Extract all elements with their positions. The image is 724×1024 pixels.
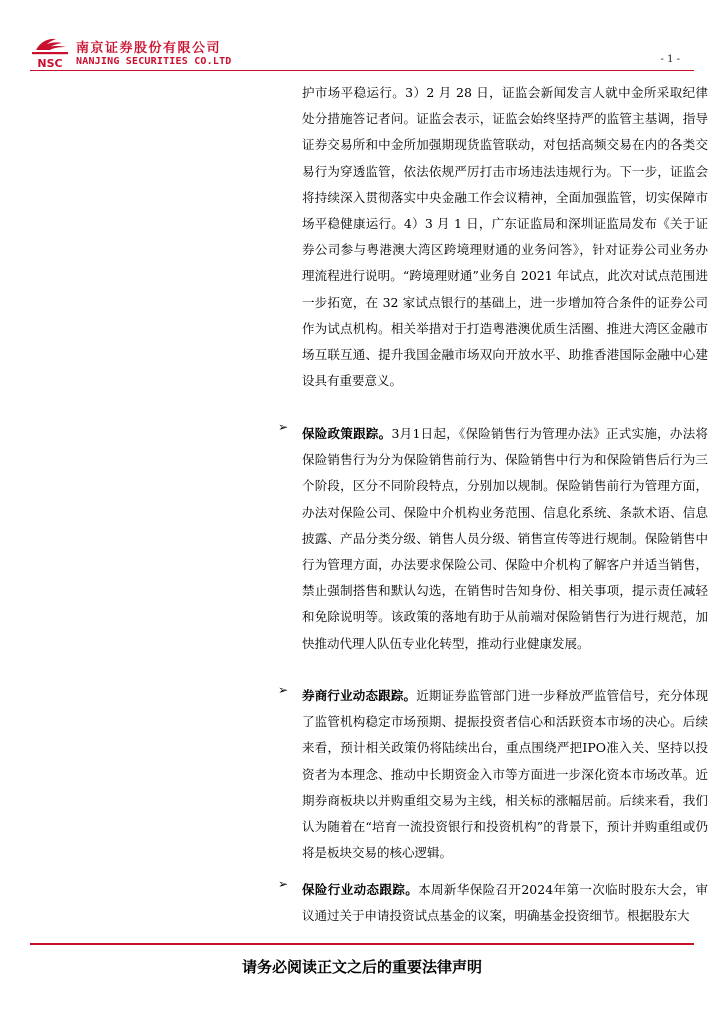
- legal-notice: 请务必阅读正文之后的重要法律声明: [241, 958, 482, 976]
- svg-text:NSC: NSC: [37, 57, 63, 70]
- bullet-arrow-icon: ➢: [278, 683, 289, 697]
- brokerage-dynamics-heading: 券商行业动态跟踪。: [302, 688, 417, 703]
- brokerage-dynamics-text: 近期证券监管部门进一步释放严监管信号，充分体现了监管机构稳定市场预期、提振投资者信心和活跃资本市场的决心。后续来看，预计相关政策仍将陆续出台，重点围绕严把IPO准入关、坚持以投资者为本理念、推动中长期资金入市等方面进一步深化资本市场改革。近期券商板块以并购重组交易为主线，相关标的涨幅居前。后续来看，我们认为随着在“培育一流投资银行和投资机构”的背景下，预计并购重组或仍将是板块交易的核心逻辑。: [302, 688, 708, 861]
- insurance-policy-text: 3月1日起，《保险销售行为管理办法》正式实施，办法将保险销售行为分为保险销售前行为、保险销售中行为和保险销售后行为三个阶段，区分不同阶段特点，分别加以规制。保险销售前行为管理方面，办法对保险公司、保险中介机构业务范围、信息化系统、条款术语、信息披露、产品分类分级、销售人员分级、销售宣传等进行规制。保险销售中行为管理方面，办法要求保险公司、保险中介机构了解客户并适当销售，禁止强制搭售和默认勾选，在销售时告知身份、相关事项，提示责任减轻和免除说明等。该政策的落地有助于从前端对保险销售行为进行规范，加快推动代理人队伍专业化转型，推动行业健康发展。: [302, 426, 708, 651]
- page-number: - 1 -: [660, 54, 680, 65]
- insurance-policy-heading: 保险政策跟踪。: [302, 426, 392, 441]
- insurance-policy-paragraph: [302, 421, 708, 657]
- company-name-en: NANJING SECURITIES CO.LTD: [76, 56, 232, 67]
- header-divider: [30, 70, 694, 71]
- insurance-dynamics-heading: 保险行业动态跟踪。: [302, 882, 419, 897]
- footer-divider: [30, 943, 694, 945]
- page-header: [0, 0, 724, 80]
- company-name-cn: 南京证券股份有限公司: [76, 41, 222, 56]
- insurance-dynamics-text: 本周新华保险召开2024年第一次临时股东大会，审议通过关于申请投资试点基金的议案，明确基金投资细节。根据股东大: [302, 882, 708, 924]
- intro-paragraph: 护市场平稳运行。3）2 月 28 日，证监会新闻发言人就中金所采取纪律处分措施答记者问。证监会表示，证监会始终坚持严的监管主基调，指导证券交易所和中金所加强期现货监管联动，对包括高频交易在内的各类交易行为穿透监管，依法依规严厉打击市场违法违规行为。下一步，证监会将持续深入贯彻落实中央金融工作会议精神，全面加强监管，切实保障市场平稳健康运行。4）3 月 1 日，广东证监局和深圳证监局发布《关于证券公司参与粤港澳大湾区跨境理财通的业务问答》，针对证券公司业务办理流程进行说明。“跨境理财通”业务自 2021 年试点，此次对试点范围进一步拓宽，在 32 家试点银行的基础上，进一步增加符合条件的证券公司作为试点机构。相关举措对于打造粤港澳优质生活圈、推进大湾区金融市场互联互通、提升我国金融市场双向开放水平、助推香港国际金融中心建设具有重要意义。: [302, 85, 708, 389]
- brokerage-dynamics-paragraph: [302, 683, 708, 866]
- nsc-logo-icon: [30, 34, 70, 70]
- insurance-dynamics-paragraph: [302, 877, 708, 929]
- bullet-arrow-icon: ➢: [278, 420, 289, 434]
- bullet-arrow-icon: ➢: [278, 877, 289, 891]
